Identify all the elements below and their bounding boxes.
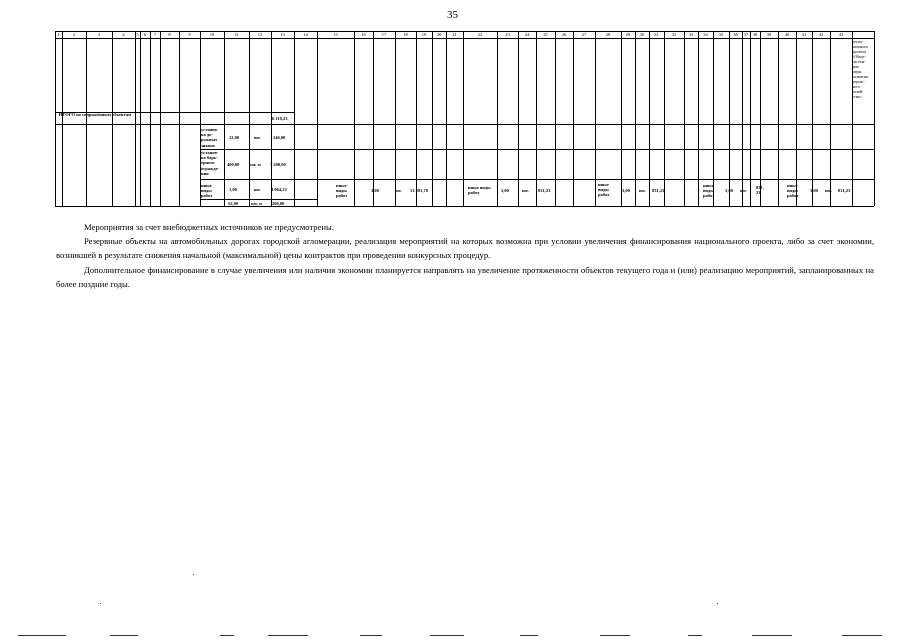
row-1-unit: шт. [254, 135, 261, 140]
row-1-sum: 146,00 [273, 135, 286, 140]
row-2-unit: пог. м [249, 162, 261, 167]
column-number: 3 [97, 32, 101, 37]
column-number: 41 [801, 32, 807, 37]
column-number: 13 [280, 32, 285, 37]
group-2-qty: 3,00 [501, 188, 509, 193]
scan-edge-mark [842, 635, 882, 636]
table-row-border [200, 199, 317, 200]
row-3-name: иные виды работ [201, 183, 213, 199]
column-number: 28 [605, 32, 611, 37]
page-number: 35 [447, 9, 458, 21]
column-number: 14 [303, 32, 308, 37]
column-number: 37 [743, 32, 749, 37]
column-number: 29 [625, 32, 631, 37]
column-number: 30 [639, 32, 645, 37]
total-row-label: ИТОГО по сопряжённым объектам [58, 112, 132, 117]
column-number: 42 [818, 32, 824, 37]
row-3-qty: 1,00 [229, 187, 237, 192]
table-column-border [150, 31, 151, 206]
row-1-name: установ- ка до- рожных знаков [201, 127, 219, 148]
group-1-sum: 13 203,70 [410, 188, 428, 193]
column-number: 2 [72, 32, 76, 37]
group-2-sum: 831,23 [538, 188, 551, 193]
column-number: 25 [543, 32, 548, 37]
column-number: 40 [784, 32, 790, 37]
column-number: 34 [703, 32, 708, 37]
column-number: 31 [654, 32, 659, 37]
scan-edge-mark [360, 635, 382, 636]
column-number: 33 [688, 32, 694, 37]
scan-speck [100, 603, 101, 604]
scan-edge-mark [688, 635, 702, 636]
group-2-name: иные виды работ [468, 185, 491, 196]
group-1-qty: 3,00 [371, 188, 379, 193]
table-column-border [135, 31, 136, 206]
body-text [56, 220, 874, 291]
column-number: 17 [381, 32, 387, 37]
group-4-sum: 831, 23 [756, 185, 764, 196]
total-row-value: 6 110,23 [272, 116, 288, 121]
group-3-qty: 3,00 [622, 188, 630, 193]
scan-edge-mark [752, 635, 792, 636]
column-number: 23 [505, 32, 510, 37]
table-column-border [179, 31, 180, 206]
column-number: 11 [234, 32, 239, 37]
group-1-name: иные виды работ [336, 183, 348, 199]
scan-edge-mark [110, 635, 138, 636]
group-1-unit: шт. [395, 188, 402, 193]
table-column-border [140, 31, 141, 206]
column-number: 12 [257, 32, 263, 37]
column-number: 15 [333, 32, 338, 37]
last-row-unit: пм. м [251, 201, 262, 206]
column-number: 39 [766, 32, 772, 37]
column-number: 6 [143, 32, 147, 37]
financing-table [55, 31, 874, 206]
group-3-unit: шт. [639, 188, 646, 193]
group-5-name: иные виды работ [787, 183, 799, 199]
scan-edge-mark [520, 635, 538, 636]
paragraph-3: Дополнительное финансирование в случае увеличения или наличия экономии планируется направлять на увеличение протяженности объектов текущего года и (или) реализацию мероприятий, запланированных на более поздние годы. [56, 264, 874, 289]
scan-speck [717, 603, 718, 604]
scan-edge-mark [220, 635, 234, 636]
scan-edge-mark [268, 635, 308, 636]
scan-edge-mark [600, 635, 630, 636]
group-3-sum: 831,23 [652, 188, 665, 193]
last-row-sum: 200,00 [272, 201, 285, 206]
table-row-border [55, 38, 874, 39]
column-number: 9 [188, 32, 191, 37]
column-number: 5 [136, 32, 139, 37]
column-number: 4 [122, 32, 125, 37]
column-number: 26 [561, 32, 567, 37]
column-number: 38 [752, 32, 758, 37]
scan-edge-mark [18, 635, 66, 636]
column-number: 22 [477, 32, 483, 37]
column-number: 19 [421, 32, 427, 37]
column-number: 10 [209, 32, 215, 37]
row-2-name: установ- ка барь- ерного огражде- ния [201, 150, 220, 176]
row-3-sum: 4 064,23 [271, 187, 287, 192]
group-3-name: иные виды работ [598, 182, 610, 198]
column-number: 21 [452, 32, 457, 37]
table-column-border [112, 31, 113, 206]
group-2-unit: шт. [522, 188, 529, 193]
column-number: 1 [57, 32, 60, 37]
paragraph-2: Резервные объекты на автомобильных дорогах городской агломерации, реализация мероприятий на которых возможна при условии увеличения финансирования национального проекта, либо за счет экономии, возникшей в результате снижения начальной (максимальной) цены контрактов при проведении конкурсных процедур. [56, 236, 874, 261]
column-43-header-note: регио- нального проекта «Обще- систем- ные меры развития дорож- ного хозяй- ства» [852, 39, 869, 99]
table-row-border [200, 179, 874, 180]
group-5-unit: шт. [825, 188, 832, 193]
group-4-unit: шт. [740, 188, 747, 193]
column-number: 8 [168, 32, 171, 37]
column-number: 20 [436, 32, 442, 37]
row-3-unit: шт. [254, 187, 261, 192]
table-column-border [86, 31, 87, 206]
column-number: 24 [524, 32, 530, 37]
table-column-border [62, 31, 63, 206]
column-number: 27 [581, 32, 587, 37]
column-number: 43 [838, 32, 844, 37]
scan-edge-mark [430, 635, 464, 636]
column-number: 18 [403, 32, 408, 37]
table-column-border [160, 31, 161, 206]
table-row-border [200, 149, 874, 150]
table-column-border [55, 31, 56, 206]
group-4-qty: 3,00 [725, 188, 733, 193]
table-column-border [874, 31, 875, 206]
group-4-name: иные виды работ [703, 183, 715, 199]
table-row-border [55, 206, 874, 207]
row-2-qty: 400,00 [227, 162, 240, 167]
column-number: 32 [671, 32, 677, 37]
column-number: 7 [153, 32, 157, 37]
scan-speck [193, 574, 194, 575]
row-2-sum: 1 200,00 [270, 162, 286, 167]
column-number: 35 [718, 32, 724, 37]
column-number: 36 [733, 32, 738, 37]
group-5-sum: 831,23 [838, 188, 851, 193]
table-row-border [55, 124, 874, 125]
paragraph-1: Мероприятия за счет внебюджетных источников не предусмотрены. [84, 222, 334, 232]
column-number: 16 [361, 32, 366, 37]
last-row-qty: 52,00 [228, 201, 239, 206]
row-1-qty: 12,00 [229, 135, 240, 140]
group-5-qty: 3,00 [810, 188, 818, 193]
